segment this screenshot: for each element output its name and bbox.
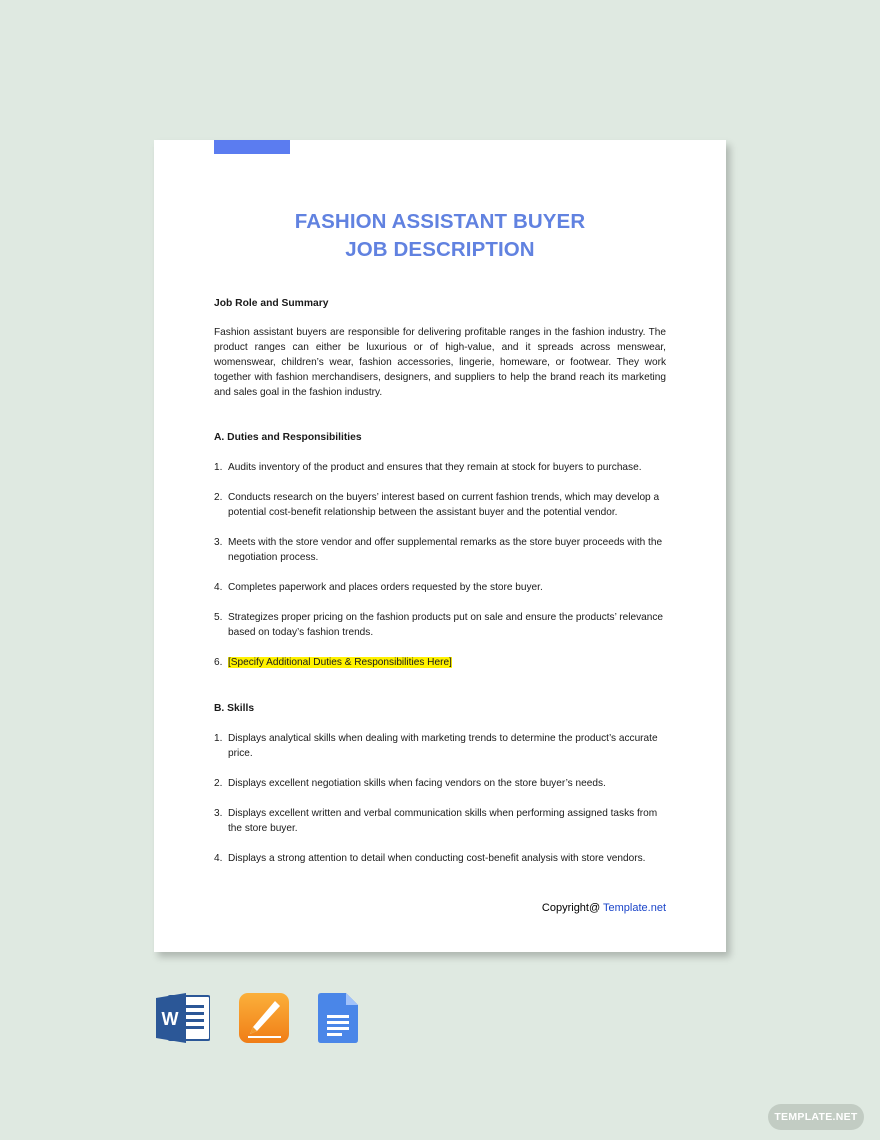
title-line-1: FASHION ASSISTANT BUYER (294, 210, 586, 233)
skills-heading: B. Skills (214, 703, 255, 714)
list-item (214, 806, 666, 836)
list-item (214, 490, 666, 520)
list-number: 6. (214, 657, 223, 668)
list-text: Displays excellent negotiation skills when facing vendors on the store buyer’s needs. (228, 778, 606, 789)
document-page (154, 140, 726, 952)
copyright-prefix: Copyright@ (541, 902, 604, 914)
list-text: Strategizes proper pricing on the fashion products put on sale and ensure the products’ relevance based on today’s fashion trends. (228, 612, 664, 638)
list-text: Completes paperwork and places orders requested by the store buyer. (228, 582, 543, 593)
list-number: 4. (214, 582, 223, 593)
apple-pages-icon[interactable] (239, 993, 289, 1043)
title-line-2: JOB DESCRIPTION (345, 238, 535, 261)
document-title (154, 208, 726, 264)
list-number: 4. (214, 853, 223, 864)
list-item (214, 580, 666, 595)
list-number: 2. (214, 492, 223, 503)
list-text: Displays excellent written and verbal communication skills when performing assigned tasks from the store buyer. (228, 808, 658, 834)
list-number: 1. (214, 462, 223, 473)
copyright-notice (542, 902, 666, 914)
list-item (214, 851, 666, 866)
list-number: 3. (214, 808, 223, 819)
summary-heading: Job Role and Summary (214, 298, 329, 309)
google-docs-icon[interactable] (318, 993, 358, 1043)
summary-paragraph: Fashion assistant buyers are responsible for delivering profitable ranges in the fashion industry. The product ranges can either be luxurious or of high-value, and it spreads across menswear, womenswear, children’s wear, fashion accessories, lingerie, homeware, or footwear. They work together with fashion merchandisers, designers, and suppliers to help the brand reach its marketing and sales goal in the fashion industry. (214, 327, 666, 398)
list-item (214, 460, 666, 475)
list-item (214, 535, 666, 565)
accent-bar (214, 140, 290, 154)
microsoft-word-icon[interactable] (156, 993, 210, 1043)
template-net-link[interactable]: Template.net (603, 902, 666, 914)
document-content (214, 296, 666, 866)
list-item (214, 731, 666, 761)
list-text: Displays analytical skills when dealing with marketing trends to determine the product’s accurate price. (228, 733, 658, 759)
list-text: Displays a strong attention to detail when conducting cost-benefit analysis with store vendors. (228, 853, 646, 864)
list-text: Conducts research on the buyers’ interest based on current fashion trends, which may develop a potential cost-benefit relationship between the assistant buyer and the potential vendor. (228, 492, 660, 518)
list-item (214, 610, 666, 640)
list-text: Meets with the store vendor and offer supplemental remarks as the store buyer proceeds with the negotiation process. (228, 537, 663, 563)
duties-list (214, 460, 666, 670)
list-item (214, 776, 666, 791)
placeholder-highlight: [Specify Additional Duties & Responsibilities Here] (228, 657, 452, 668)
list-number: 2. (214, 778, 223, 789)
list-item (214, 655, 666, 670)
list-number: 3. (214, 537, 223, 548)
skills-list (214, 731, 666, 866)
list-number: 1. (214, 733, 223, 744)
word-letter: W (161, 1009, 179, 1029)
list-text: Audits inventory of the product and ensures that they remain at stock for buyers to purchase. (228, 462, 642, 473)
list-number: 5. (214, 612, 223, 623)
duties-heading: A. Duties and Responsibilities (214, 432, 362, 443)
template-net-watermark: TEMPLATE.NET (768, 1104, 864, 1130)
